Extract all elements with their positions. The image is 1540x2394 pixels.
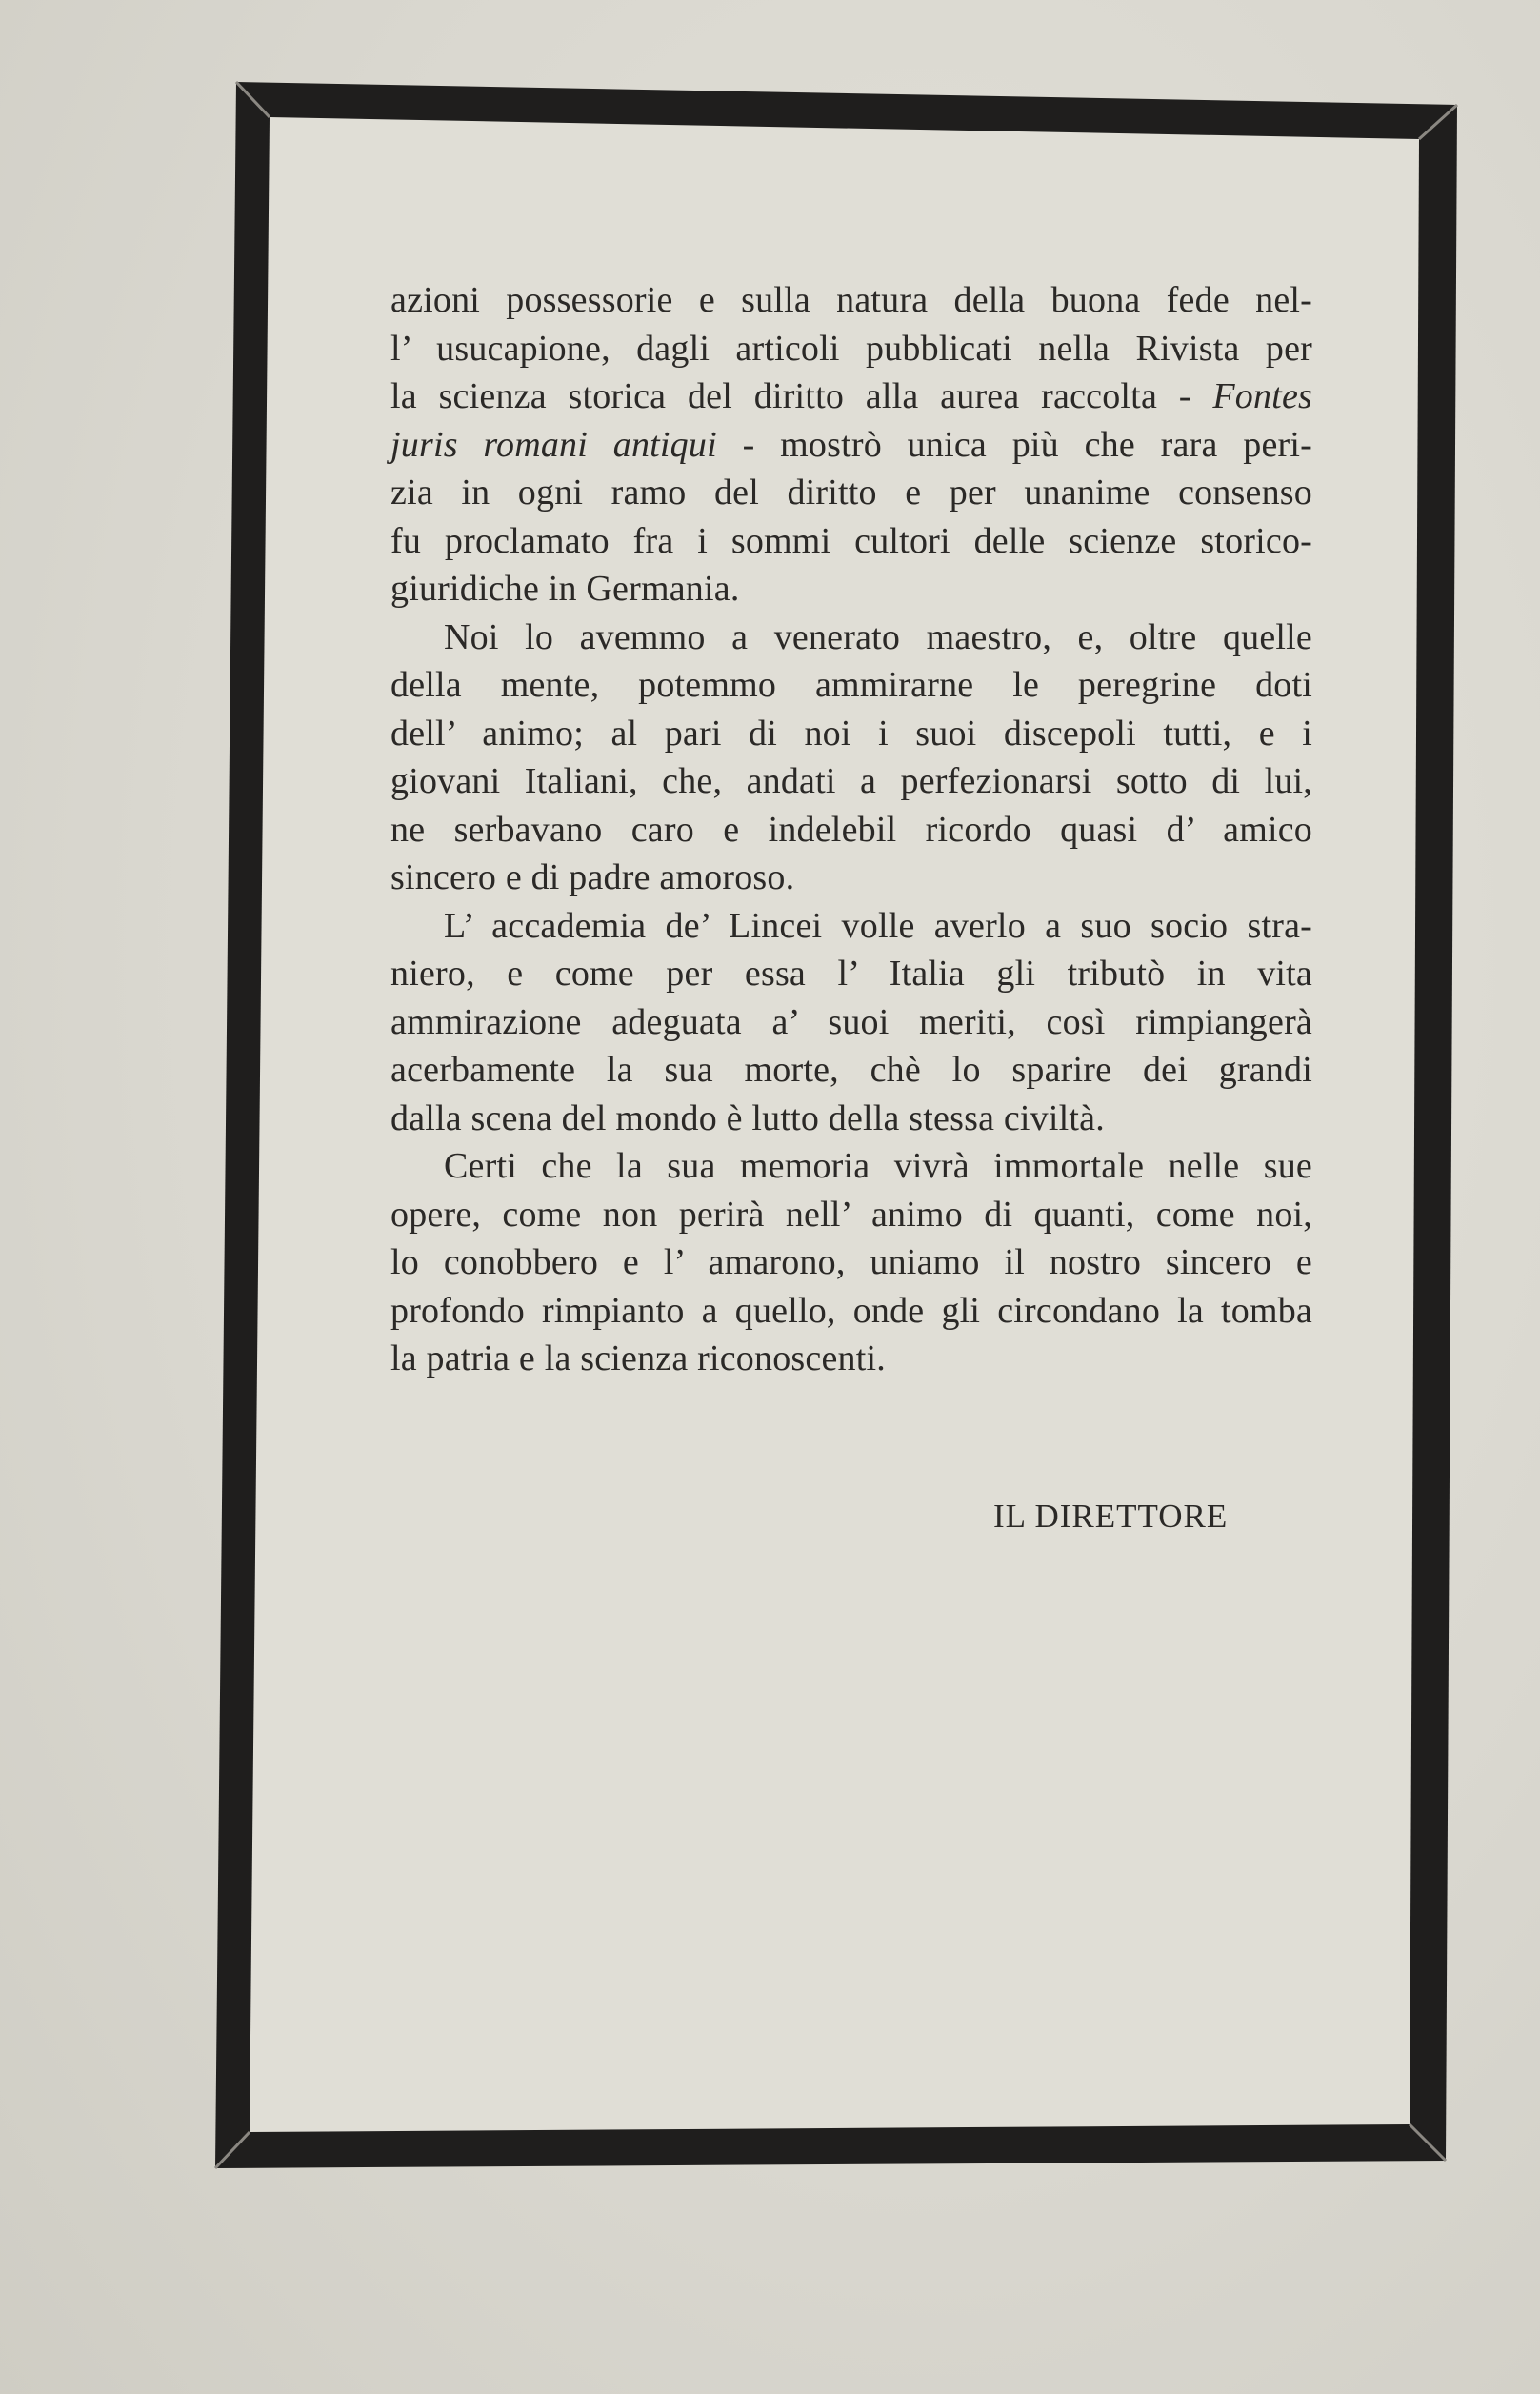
text-line: zia in ogni ramo del diritto e per unanime consenso (390, 473, 1312, 513)
text-line: Noi lo avemmo a venerato maestro, e, oltre quelle (444, 616, 1312, 657)
text-fragment: la scienza storica del diritto alla aurea raccolta - (390, 376, 1191, 416)
text-line: Certi che la sua memoria vivrà immortale nelle sue (444, 1146, 1312, 1186)
text-line (390, 372, 1312, 421)
text-fragment: - mostrò unica più che rara peri- (742, 424, 1312, 465)
text-line: fu proclamato fra i sommi cultori delle scienze storico- (390, 520, 1312, 561)
text-line: giuridiche in Germania. (390, 569, 740, 609)
italic-title-fragment: juris romani antiqui (390, 424, 717, 465)
text-line: dalla scena del mondo è lutto della stessa civiltà. (390, 1097, 1105, 1138)
text-line: l’ usucapione, dagli articoli pubblicati nella Rivista per (390, 328, 1312, 369)
text-line: acerbamente la sua morte, chè lo sparire dei grandi (390, 1050, 1312, 1090)
text-line: niero, e come per essa l’ Italia gli tributò in vita (390, 954, 1312, 994)
text-line: lo conobbero e l’ amarono, uniamo il nostro sincero e (390, 1242, 1312, 1282)
text-line (390, 421, 1312, 470)
text-line: della mente, potemmo ammirarne le peregrine doti (390, 665, 1312, 705)
text-line: ammirazione adeguata a’ suoi meriti, così rimpiangerà (390, 1001, 1312, 1042)
text-line: L’ accademia de’ Lincei volle averlo a suo socio stra- (444, 905, 1312, 946)
signature: IL DIRETTORE (993, 1498, 1229, 1535)
text-line: opere, come non perirà nell’ animo di quanti, come noi, (390, 1194, 1312, 1235)
text-line: azioni possessorie e sulla natura della buona fede nel- (390, 280, 1312, 320)
text-line: giovani Italiani, che, andati a perfezionarsi sotto di lui, (390, 761, 1312, 801)
italic-title-fragment: Fontes (1212, 376, 1312, 416)
text-line: la patria e la scienza riconoscenti. (390, 1338, 886, 1378)
text-line: sincero e di padre amoroso. (390, 857, 795, 897)
body-text (390, 276, 1312, 1383)
text-line: profondo rimpianto a quello, onde gli circondano la tomba (390, 1290, 1312, 1331)
text-line: dell’ animo; al pari di noi i suoi discepoli tutti, e i (390, 713, 1312, 754)
text-line: ne serbavano caro e indelebil ricordo quasi d’ amico (390, 809, 1312, 850)
